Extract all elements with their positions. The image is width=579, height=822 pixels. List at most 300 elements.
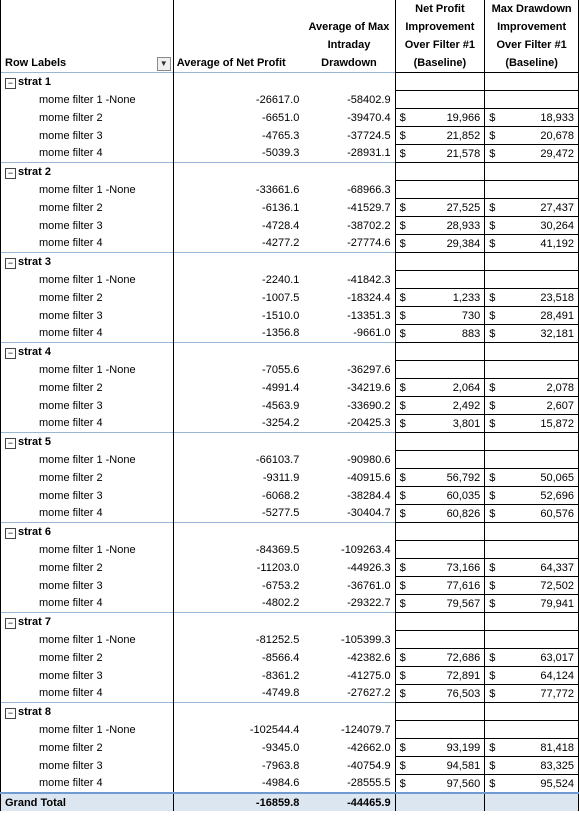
currency-symbol: $ — [399, 579, 406, 592]
group-empty-cell[interactable] — [485, 433, 579, 451]
max-drawdown-cell[interactable]: -37724.5 — [347, 129, 391, 142]
row-label-cell[interactable]: mome filter 3 — [1, 757, 174, 775]
table-row[interactable] — [1, 91, 579, 109]
group-empty-cell[interactable] — [485, 613, 579, 631]
max-drawdown-improvement-cell[interactable] — [485, 91, 579, 109]
max-drawdown-cell[interactable]: -58402.9 — [347, 93, 391, 106]
max-drawdown-cell[interactable]: -44926.3 — [347, 561, 391, 574]
currency-symbol: $ — [489, 129, 496, 142]
row-label-cell[interactable]: mome filter 2 — [1, 289, 174, 307]
max-drawdown-cell[interactable]: -33690.2 — [347, 399, 391, 412]
net-profit-improvement-cell[interactable] — [395, 469, 485, 487]
table-row[interactable] — [1, 217, 579, 235]
net-profit-improvement-cell[interactable] — [395, 757, 485, 775]
row-label-cell[interactable]: mome filter 3 — [1, 577, 174, 595]
table-row[interactable] — [1, 307, 579, 325]
net-profit-improvement-cell[interactable] — [395, 649, 485, 667]
net-profit-improvement-cell[interactable] — [395, 397, 485, 415]
net-profit-improvement-cell[interactable] — [395, 739, 485, 757]
group-empty-cell[interactable] — [485, 703, 579, 721]
row-label-cell[interactable]: mome filter 2 — [1, 109, 174, 127]
group-label-cell[interactable] — [1, 433, 174, 451]
group-row[interactable] — [1, 613, 579, 631]
net-profit-cell[interactable]: -5277.5 — [262, 507, 300, 520]
avg-max-drawdown-header[interactable]: Average of Max Intraday Drawdown — [308, 21, 390, 69]
table-row[interactable] — [1, 595, 579, 613]
group-label: strat 8 — [18, 705, 52, 718]
net-profit-improvement-cell[interactable] — [395, 559, 485, 577]
net-profit-cell[interactable]: -4563.9 — [262, 399, 300, 412]
filter-dropdown-icon[interactable]: ▼ — [157, 57, 171, 71]
row-label-cell[interactable]: mome filter 1 -None — [1, 361, 174, 379]
grand-total-empty[interactable] — [485, 793, 579, 811]
table-row[interactable] — [1, 289, 579, 307]
row-label-cell[interactable]: mome filter 3 — [1, 667, 174, 685]
table-row[interactable] — [1, 127, 579, 145]
row-label-cell[interactable]: mome filter 3 — [1, 397, 174, 415]
net-profit-improvement-cell[interactable] — [395, 199, 485, 217]
net-profit-improvement-cell[interactable] — [395, 109, 485, 127]
row-label-cell[interactable]: mome filter 1 -None — [1, 181, 174, 199]
row-label-cell[interactable]: mome filter 2 — [1, 649, 174, 667]
currency-value: 1,233 — [452, 291, 481, 304]
group-empty-cell[interactable] — [303, 523, 395, 541]
max-drawdown-improvement-cell[interactable] — [485, 109, 579, 127]
max-drawdown-improvement-cell[interactable] — [485, 577, 579, 595]
collapse-minus-icon[interactable]: − — [5, 708, 16, 719]
max-drawdown-improvement-cell[interactable] — [485, 739, 579, 757]
max-drawdown-improvement-cell[interactable] — [485, 685, 579, 703]
group-row[interactable] — [1, 523, 579, 541]
currency-value: 21,578 — [446, 147, 481, 160]
net-profit-improvement-cell[interactable] — [395, 577, 485, 595]
collapse-minus-icon[interactable]: − — [5, 618, 16, 629]
currency-value: 60,576 — [540, 507, 574, 520]
row-label-cell[interactable]: mome filter 1 -None — [1, 631, 174, 649]
net-profit-improvement-cell[interactable] — [395, 379, 485, 397]
row-label-cell[interactable]: mome filter 3 — [1, 127, 174, 145]
currency-value: 60,035 — [446, 489, 481, 502]
grand-total-net-profit[interactable]: -16859.8 — [173, 793, 303, 811]
currency-symbol: $ — [399, 651, 406, 664]
max-drawdown-improvement-cell[interactable] — [485, 235, 579, 253]
currency-value: 19,966 — [446, 111, 481, 124]
net-profit-cell[interactable]: -4749.8 — [262, 687, 300, 700]
table-row[interactable] — [1, 649, 579, 667]
group-empty-cell[interactable] — [173, 703, 303, 721]
group-empty-cell[interactable] — [395, 433, 485, 451]
max-drawdown-cell[interactable]: -30404.7 — [347, 507, 391, 520]
currency-symbol: $ — [489, 669, 496, 682]
currency-value: 41,192 — [540, 237, 574, 250]
group-row[interactable] — [1, 433, 579, 451]
net-profit-cell[interactable]: -4802.2 — [262, 597, 300, 610]
row-label-cell[interactable]: mome filter 2 — [1, 739, 174, 757]
net-profit-improvement-cell[interactable] — [395, 595, 485, 613]
currency-symbol: $ — [399, 597, 406, 610]
row-label-cell[interactable]: mome filter 2 — [1, 469, 174, 487]
group-label-cell[interactable] — [1, 703, 174, 721]
currency-value: 95,524 — [540, 777, 574, 790]
currency-symbol: $ — [489, 417, 496, 430]
max-drawdown-cell[interactable]: -38284.4 — [347, 489, 391, 502]
currency-value: 29,472 — [540, 147, 574, 160]
currency-value: 3,801 — [452, 417, 481, 430]
currency-symbol: $ — [489, 741, 496, 754]
net-profit-improvement-cell[interactable] — [395, 721, 485, 739]
row-label-cell[interactable]: mome filter 3 — [1, 217, 174, 235]
header-row — [1, 0, 579, 73]
table-row[interactable] — [1, 541, 579, 559]
table-row[interactable] — [1, 631, 579, 649]
table-row[interactable] — [1, 757, 579, 775]
table-row[interactable] — [1, 397, 579, 415]
group-empty-cell[interactable] — [395, 163, 485, 181]
group-empty-cell[interactable] — [173, 163, 303, 181]
max-drawdown-improvement-cell[interactable] — [485, 631, 579, 649]
group-row[interactable] — [1, 163, 579, 181]
row-label-cell[interactable]: mome filter 4 — [1, 595, 174, 613]
currency-symbol: $ — [399, 489, 406, 502]
row-label-cell[interactable]: mome filter 1 -None — [1, 541, 174, 559]
net-profit-cell[interactable]: -33661.6 — [255, 183, 300, 196]
currency-value: 883 — [461, 327, 481, 340]
group-empty-cell[interactable] — [303, 73, 395, 91]
table-row[interactable] — [1, 559, 579, 577]
net-profit-improvement-cell[interactable] — [395, 451, 485, 469]
grand-total-row[interactable] — [1, 793, 579, 811]
max-drawdown-improvement-cell[interactable] — [485, 145, 579, 163]
max-drawdown-improvement-header[interactable]: Max Drawdown Improvement Over Filter #1 (Baseline) — [485, 0, 579, 73]
max-drawdown-cell[interactable]: -109263.4 — [341, 543, 391, 556]
max-drawdown-improvement-cell[interactable] — [485, 757, 579, 775]
net-profit-cell[interactable]: -7963.8 — [262, 759, 300, 772]
currency-symbol: $ — [489, 291, 496, 304]
group-empty-cell[interactable] — [485, 343, 579, 361]
group-empty-cell[interactable] — [303, 343, 395, 361]
grand-total-label[interactable]: Grand Total — [1, 793, 174, 811]
collapse-minus-icon[interactable]: − — [5, 78, 16, 89]
group-empty-cell[interactable] — [303, 613, 395, 631]
max-drawdown-cell[interactable]: -105399.3 — [341, 633, 391, 646]
row-label-cell[interactable]: mome filter 4 — [1, 505, 174, 523]
row-label-cell[interactable]: mome filter 4 — [1, 415, 174, 433]
net-profit-cell[interactable]: -4765.3 — [262, 129, 300, 142]
table-row[interactable] — [1, 667, 579, 685]
row-labels-header[interactable] — [1, 0, 174, 73]
group-empty-cell[interactable] — [173, 73, 303, 91]
row-label-cell[interactable]: mome filter 3 — [1, 487, 174, 505]
net-profit-improvement-cell[interactable] — [395, 775, 485, 794]
net-profit-improvement-cell[interactable] — [395, 181, 485, 199]
max-drawdown-cell[interactable]: -18324.4 — [347, 291, 391, 304]
currency-symbol: $ — [399, 111, 406, 124]
table-row[interactable] — [1, 685, 579, 703]
group-empty-cell[interactable] — [395, 343, 485, 361]
table-row[interactable] — [1, 145, 579, 163]
table-row[interactable] — [1, 415, 579, 433]
net-profit-improvement-cell[interactable] — [395, 235, 485, 253]
net-profit-cell[interactable]: -7055.6 — [262, 363, 300, 376]
table-row[interactable] — [1, 109, 579, 127]
group-empty-cell[interactable] — [303, 163, 395, 181]
max-drawdown-improvement-cell[interactable] — [485, 721, 579, 739]
currency-value: 23,518 — [540, 291, 574, 304]
currency-symbol: $ — [489, 201, 496, 214]
max-drawdown-cell[interactable]: -36297.6 — [347, 363, 391, 376]
max-drawdown-cell[interactable]: -27774.6 — [347, 237, 391, 250]
max-drawdown-improvement-cell[interactable] — [485, 487, 579, 505]
table-row[interactable] — [1, 775, 579, 794]
net-profit-improvement-cell[interactable] — [395, 631, 485, 649]
max-drawdown-cell[interactable]: -28555.5 — [347, 777, 391, 790]
max-drawdown-cell[interactable]: -68966.3 — [347, 183, 391, 196]
row-label-cell[interactable]: mome filter 1 -None — [1, 721, 174, 739]
net-profit-improvement-cell[interactable] — [395, 289, 485, 307]
max-drawdown-improvement-cell[interactable] — [485, 469, 579, 487]
max-drawdown-improvement-cell[interactable] — [485, 667, 579, 685]
max-drawdown-improvement-cell[interactable] — [485, 217, 579, 235]
row-label-cell[interactable]: mome filter 1 -None — [1, 451, 174, 469]
net-profit-cell[interactable]: -8566.4 — [262, 651, 300, 664]
group-empty-cell[interactable] — [303, 703, 395, 721]
group-empty-cell[interactable] — [395, 523, 485, 541]
max-drawdown-improvement-cell[interactable] — [485, 415, 579, 433]
net-profit-improvement-cell[interactable] — [395, 685, 485, 703]
net-profit-improvement-cell[interactable] — [395, 415, 485, 433]
group-row[interactable] — [1, 73, 579, 91]
table-row[interactable] — [1, 379, 579, 397]
net-profit-cell[interactable]: -1356.8 — [262, 327, 300, 340]
max-drawdown-improvement-cell[interactable] — [485, 595, 579, 613]
table-row[interactable] — [1, 181, 579, 199]
net-profit-cell[interactable]: -6068.2 — [262, 489, 300, 502]
group-empty-cell[interactable] — [395, 703, 485, 721]
net-profit-improvement-cell[interactable] — [395, 325, 485, 343]
group-label: strat 2 — [18, 165, 52, 178]
max-drawdown-cell[interactable]: -13351.3 — [347, 309, 391, 322]
max-drawdown-cell[interactable]: -42662.0 — [347, 741, 391, 754]
net-profit-cell[interactable]: -81252.5 — [255, 633, 300, 646]
max-drawdown-improvement-cell[interactable] — [485, 271, 579, 289]
net-profit-improvement-cell[interactable] — [395, 307, 485, 325]
group-empty-cell[interactable] — [173, 433, 303, 451]
currency-symbol: $ — [399, 471, 406, 484]
grand-total-max-drawdown[interactable]: -44465.9 — [303, 793, 395, 811]
net-profit-improvement-cell[interactable] — [395, 91, 485, 109]
net-profit-cell[interactable]: -84369.5 — [255, 543, 300, 556]
group-label-cell[interactable] — [1, 73, 174, 91]
group-row[interactable] — [1, 343, 579, 361]
row-label-cell[interactable]: mome filter 1 -None — [1, 91, 174, 109]
avg-net-profit-header[interactable]: Average of Net Profit — [176, 57, 286, 69]
table-row[interactable] — [1, 325, 579, 343]
max-drawdown-cell[interactable]: -41529.7 — [347, 201, 391, 214]
max-drawdown-cell[interactable]: -124079.7 — [341, 723, 391, 736]
table-row[interactable] — [1, 739, 579, 757]
net-profit-improvement-cell[interactable] — [395, 127, 485, 145]
max-drawdown-improvement-cell[interactable] — [485, 325, 579, 343]
net-profit-improvement-cell[interactable] — [395, 217, 485, 235]
net-profit-cell[interactable]: -6136.1 — [262, 201, 300, 214]
net-profit-cell[interactable]: -2240.1 — [262, 273, 300, 286]
group-empty-cell[interactable] — [485, 73, 579, 91]
table-row[interactable] — [1, 235, 579, 253]
currency-value: 72,686 — [446, 651, 481, 664]
net-profit-cell[interactable]: -4984.6 — [262, 777, 300, 790]
net-profit-improvement-cell[interactable] — [395, 361, 485, 379]
net-profit-improvement-cell[interactable] — [395, 505, 485, 523]
net-profit-cell[interactable]: -3254.2 — [262, 417, 300, 430]
net-profit-cell[interactable]: -9345.0 — [262, 741, 300, 754]
max-drawdown-improvement-cell[interactable] — [485, 559, 579, 577]
net-profit-improvement-cell[interactable] — [395, 667, 485, 685]
net-profit-cell[interactable]: -102544.4 — [249, 723, 300, 736]
max-drawdown-cell[interactable]: -90980.6 — [347, 453, 391, 466]
group-label-cell[interactable] — [1, 613, 174, 631]
max-drawdown-cell[interactable]: -39470.4 — [347, 111, 391, 124]
table-row[interactable] — [1, 505, 579, 523]
max-drawdown-cell[interactable]: -34219.6 — [347, 381, 391, 394]
net-profit-cell[interactable]: -11203.0 — [256, 561, 300, 574]
max-drawdown-cell[interactable]: -41275.0 — [347, 669, 391, 682]
net-profit-cell[interactable]: -26617.0 — [255, 93, 300, 106]
max-drawdown-cell[interactable]: -29322.7 — [347, 597, 391, 610]
max-drawdown-cell[interactable]: -41842.3 — [347, 273, 391, 286]
currency-symbol: $ — [399, 777, 406, 790]
group-empty-cell[interactable] — [173, 613, 303, 631]
net-profit-improvement-cell[interactable] — [395, 541, 485, 559]
group-empty-cell[interactable] — [395, 613, 485, 631]
collapse-minus-icon[interactable]: − — [5, 168, 16, 179]
group-label-cell[interactable] — [1, 343, 174, 361]
currency-value: 2,064 — [452, 381, 481, 394]
group-empty-cell[interactable] — [395, 73, 485, 91]
net-profit-cell[interactable]: -6753.2 — [262, 579, 300, 592]
max-drawdown-improvement-cell[interactable] — [485, 289, 579, 307]
max-drawdown-cell[interactable]: -27627.2 — [347, 687, 391, 700]
table-row[interactable] — [1, 199, 579, 217]
max-drawdown-cell[interactable]: -28931.1 — [347, 147, 391, 160]
max-drawdown-improvement-cell[interactable] — [485, 541, 579, 559]
max-drawdown-improvement-cell[interactable] — [485, 379, 579, 397]
net-profit-cell[interactable]: -66103.7 — [255, 453, 300, 466]
table-row[interactable] — [1, 469, 579, 487]
max-drawdown-cell[interactable]: -42382.6 — [347, 651, 391, 664]
currency-symbol: $ — [399, 327, 406, 340]
max-drawdown-improvement-cell[interactable] — [485, 505, 579, 523]
row-label-cell[interactable]: mome filter 3 — [1, 307, 174, 325]
max-drawdown-cell[interactable]: -36761.0 — [347, 579, 391, 592]
row-label-cell[interactable]: mome filter 4 — [1, 145, 174, 163]
group-empty-cell[interactable] — [485, 163, 579, 181]
net-profit-improvement-cell[interactable] — [395, 271, 485, 289]
group-empty-cell[interactable] — [485, 523, 579, 541]
max-drawdown-improvement-cell[interactable] — [485, 397, 579, 415]
table-row[interactable] — [1, 451, 579, 469]
row-label-cell[interactable]: mome filter 4 — [1, 235, 174, 253]
net-profit-improvement-cell[interactable] — [395, 487, 485, 505]
net-profit-cell[interactable]: -4991.4 — [262, 381, 300, 394]
max-drawdown-improvement-cell[interactable] — [485, 199, 579, 217]
max-drawdown-improvement-cell[interactable] — [485, 181, 579, 199]
row-label-cell[interactable]: mome filter 4 — [1, 775, 174, 794]
table-row[interactable] — [1, 271, 579, 289]
row-label-cell[interactable]: mome filter 4 — [1, 325, 174, 343]
row-label-cell[interactable]: mome filter 2 — [1, 199, 174, 217]
net-profit-cell[interactable]: -9311.9 — [262, 471, 300, 484]
max-drawdown-cell[interactable]: -40915.6 — [347, 471, 391, 484]
net-profit-cell[interactable]: -6651.0 — [262, 111, 300, 124]
net-profit-improvement-cell[interactable] — [395, 145, 485, 163]
group-empty-cell[interactable] — [485, 253, 579, 271]
currency-value: 28,491 — [540, 309, 574, 322]
group-label-cell[interactable] — [1, 253, 174, 271]
table-row[interactable] — [1, 721, 579, 739]
table-row[interactable] — [1, 577, 579, 595]
collapse-minus-icon[interactable]: − — [5, 348, 16, 359]
row-labels-header-text: Row Labels — [5, 57, 67, 69]
net-profit-cell[interactable]: -4728.4 — [262, 219, 300, 232]
row-label-cell[interactable]: mome filter 2 — [1, 559, 174, 577]
max-drawdown-improvement-cell[interactable] — [485, 307, 579, 325]
currency-symbol: $ — [399, 399, 406, 412]
group-empty-cell[interactable] — [173, 523, 303, 541]
max-drawdown-cell[interactable]: -38702.2 — [347, 219, 391, 232]
net-profit-cell[interactable]: -8361.2 — [262, 669, 300, 682]
currency-symbol: $ — [399, 687, 406, 700]
group-label-cell[interactable] — [1, 523, 174, 541]
group-row[interactable] — [1, 253, 579, 271]
net-profit-cell[interactable]: -5039.3 — [262, 147, 300, 160]
max-drawdown-improvement-cell[interactable] — [485, 361, 579, 379]
group-empty-cell[interactable] — [173, 253, 303, 271]
row-label-cell[interactable]: mome filter 1 -None — [1, 271, 174, 289]
row-label-cell[interactable]: mome filter 4 — [1, 685, 174, 703]
grand-total-empty[interactable] — [395, 793, 485, 811]
table-row[interactable] — [1, 487, 579, 505]
currency-symbol: $ — [489, 597, 496, 610]
max-drawdown-cell[interactable]: -9661.0 — [353, 327, 391, 340]
max-drawdown-improvement-cell[interactable] — [485, 127, 579, 145]
max-drawdown-improvement-cell[interactable] — [485, 775, 579, 794]
collapse-minus-icon[interactable]: − — [5, 258, 16, 269]
table-row[interactable] — [1, 361, 579, 379]
group-empty-cell[interactable] — [303, 253, 395, 271]
max-drawdown-improvement-cell[interactable] — [485, 649, 579, 667]
collapse-minus-icon[interactable]: − — [5, 528, 16, 539]
currency-value: 30,264 — [540, 219, 574, 232]
net-profit-cell[interactable]: -4277.2 — [262, 237, 300, 250]
currency-symbol: $ — [399, 417, 406, 430]
group-empty-cell[interactable] — [303, 433, 395, 451]
max-drawdown-improvement-cell[interactable] — [485, 451, 579, 469]
group-empty-cell[interactable] — [395, 253, 485, 271]
currency-value: 32,181 — [540, 327, 574, 340]
net-profit-cell[interactable]: -1510.0 — [262, 309, 300, 322]
collapse-minus-icon[interactable]: − — [5, 438, 16, 449]
max-drawdown-cell[interactable]: -20425.3 — [347, 417, 391, 430]
group-empty-cell[interactable] — [173, 343, 303, 361]
net-profit-cell[interactable]: -1007.5 — [262, 291, 300, 304]
net-profit-improvement-header[interactable]: Net Profit Improvement Over Filter #1 (Baseline) — [395, 0, 485, 73]
group-label: strat 6 — [18, 525, 52, 538]
currency-symbol: $ — [489, 381, 496, 394]
group-label-cell[interactable] — [1, 163, 174, 181]
group-row[interactable] — [1, 703, 579, 721]
max-drawdown-cell[interactable]: -40754.9 — [347, 759, 391, 772]
row-label-cell[interactable]: mome filter 2 — [1, 379, 174, 397]
